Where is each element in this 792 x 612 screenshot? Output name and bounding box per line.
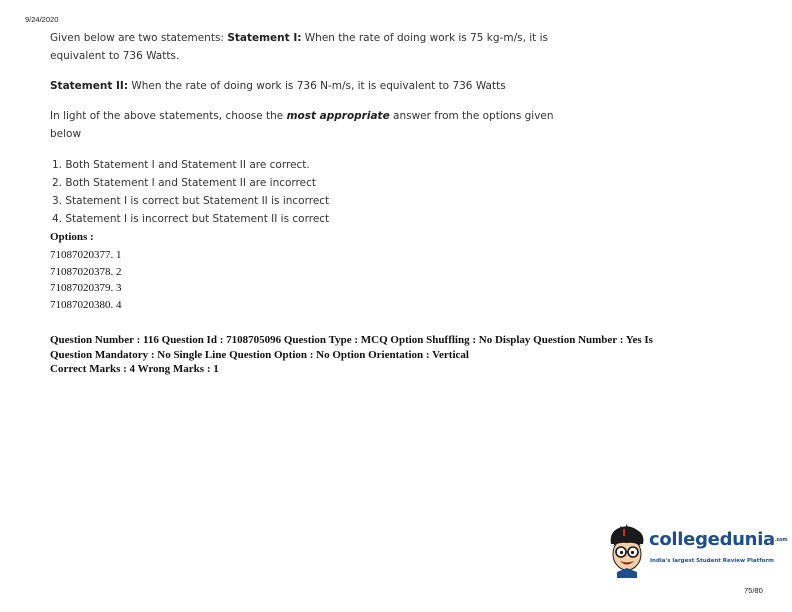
logo-name: collegedunia	[649, 529, 775, 550]
metadata-line: Question Mandatory : No Single Line Question Option : No Option Orientation : Vertical	[50, 348, 469, 361]
question-metadata	[50, 333, 750, 377]
logo-tagline: India's largest Student Review Platform	[650, 558, 774, 564]
option-item: 71087020379. 3	[50, 282, 122, 294]
question-instruction	[50, 107, 570, 143]
statement-choices	[52, 156, 329, 228]
question-statement-1	[50, 29, 570, 65]
metadata-line: Correct Marks : 4 Wrong Marks : 1	[50, 363, 219, 375]
statement-2-label: Statement II:	[50, 80, 129, 92]
question-intro: Given below are two statements:	[50, 32, 228, 44]
metadata-line: Question Number : 116 Question Id : 7108705096 Question Type : MCQ Option Shuffling : No Display Question Number : Yes Is	[50, 334, 653, 346]
page-number: 75/80	[744, 586, 763, 595]
logo-wordmark	[649, 529, 787, 550]
print-date: 9/24/2020	[25, 15, 59, 24]
choice-item: 4. Statement I is incorrect but Statement II is correct	[52, 213, 330, 225]
choice-item: 1. Both Statement I and Statement II are correct.	[52, 159, 310, 171]
instruction-cont: below	[50, 128, 82, 140]
option-item: 71087020380. 4	[50, 298, 122, 311]
options-list	[50, 247, 122, 313]
logo-dotcom: .com	[774, 537, 788, 543]
collegedunia-logo	[605, 522, 788, 578]
instruction-post: answer from the options given	[389, 110, 554, 122]
option-item: 71087020377. 1	[50, 249, 122, 261]
mascot-face-icon	[605, 522, 649, 578]
choice-item: 2. Both Statement I and Statement II are incorrect	[52, 177, 316, 189]
options-title: Options :	[50, 231, 94, 243]
statement-1-text-cont: equivalent to 736 Watts.	[50, 50, 180, 62]
statement-1-label: Statement I:	[227, 32, 302, 44]
choice-item: 3. Statement I is correct but Statement II is incorrect	[52, 195, 330, 207]
statement-2-text: When the rate of doing work is 736 N-m/s, it is equivalent to 736 Watts	[128, 80, 506, 92]
statement-1-text: When the rate of doing work is 75 kg-m/s, it is	[301, 32, 549, 44]
instruction-emphasis: most appropriate	[286, 110, 390, 122]
instruction-pre: In light of the above statements, choose the	[50, 110, 287, 122]
option-item: 71087020378. 2	[50, 265, 122, 278]
question-statement-2	[50, 77, 570, 95]
